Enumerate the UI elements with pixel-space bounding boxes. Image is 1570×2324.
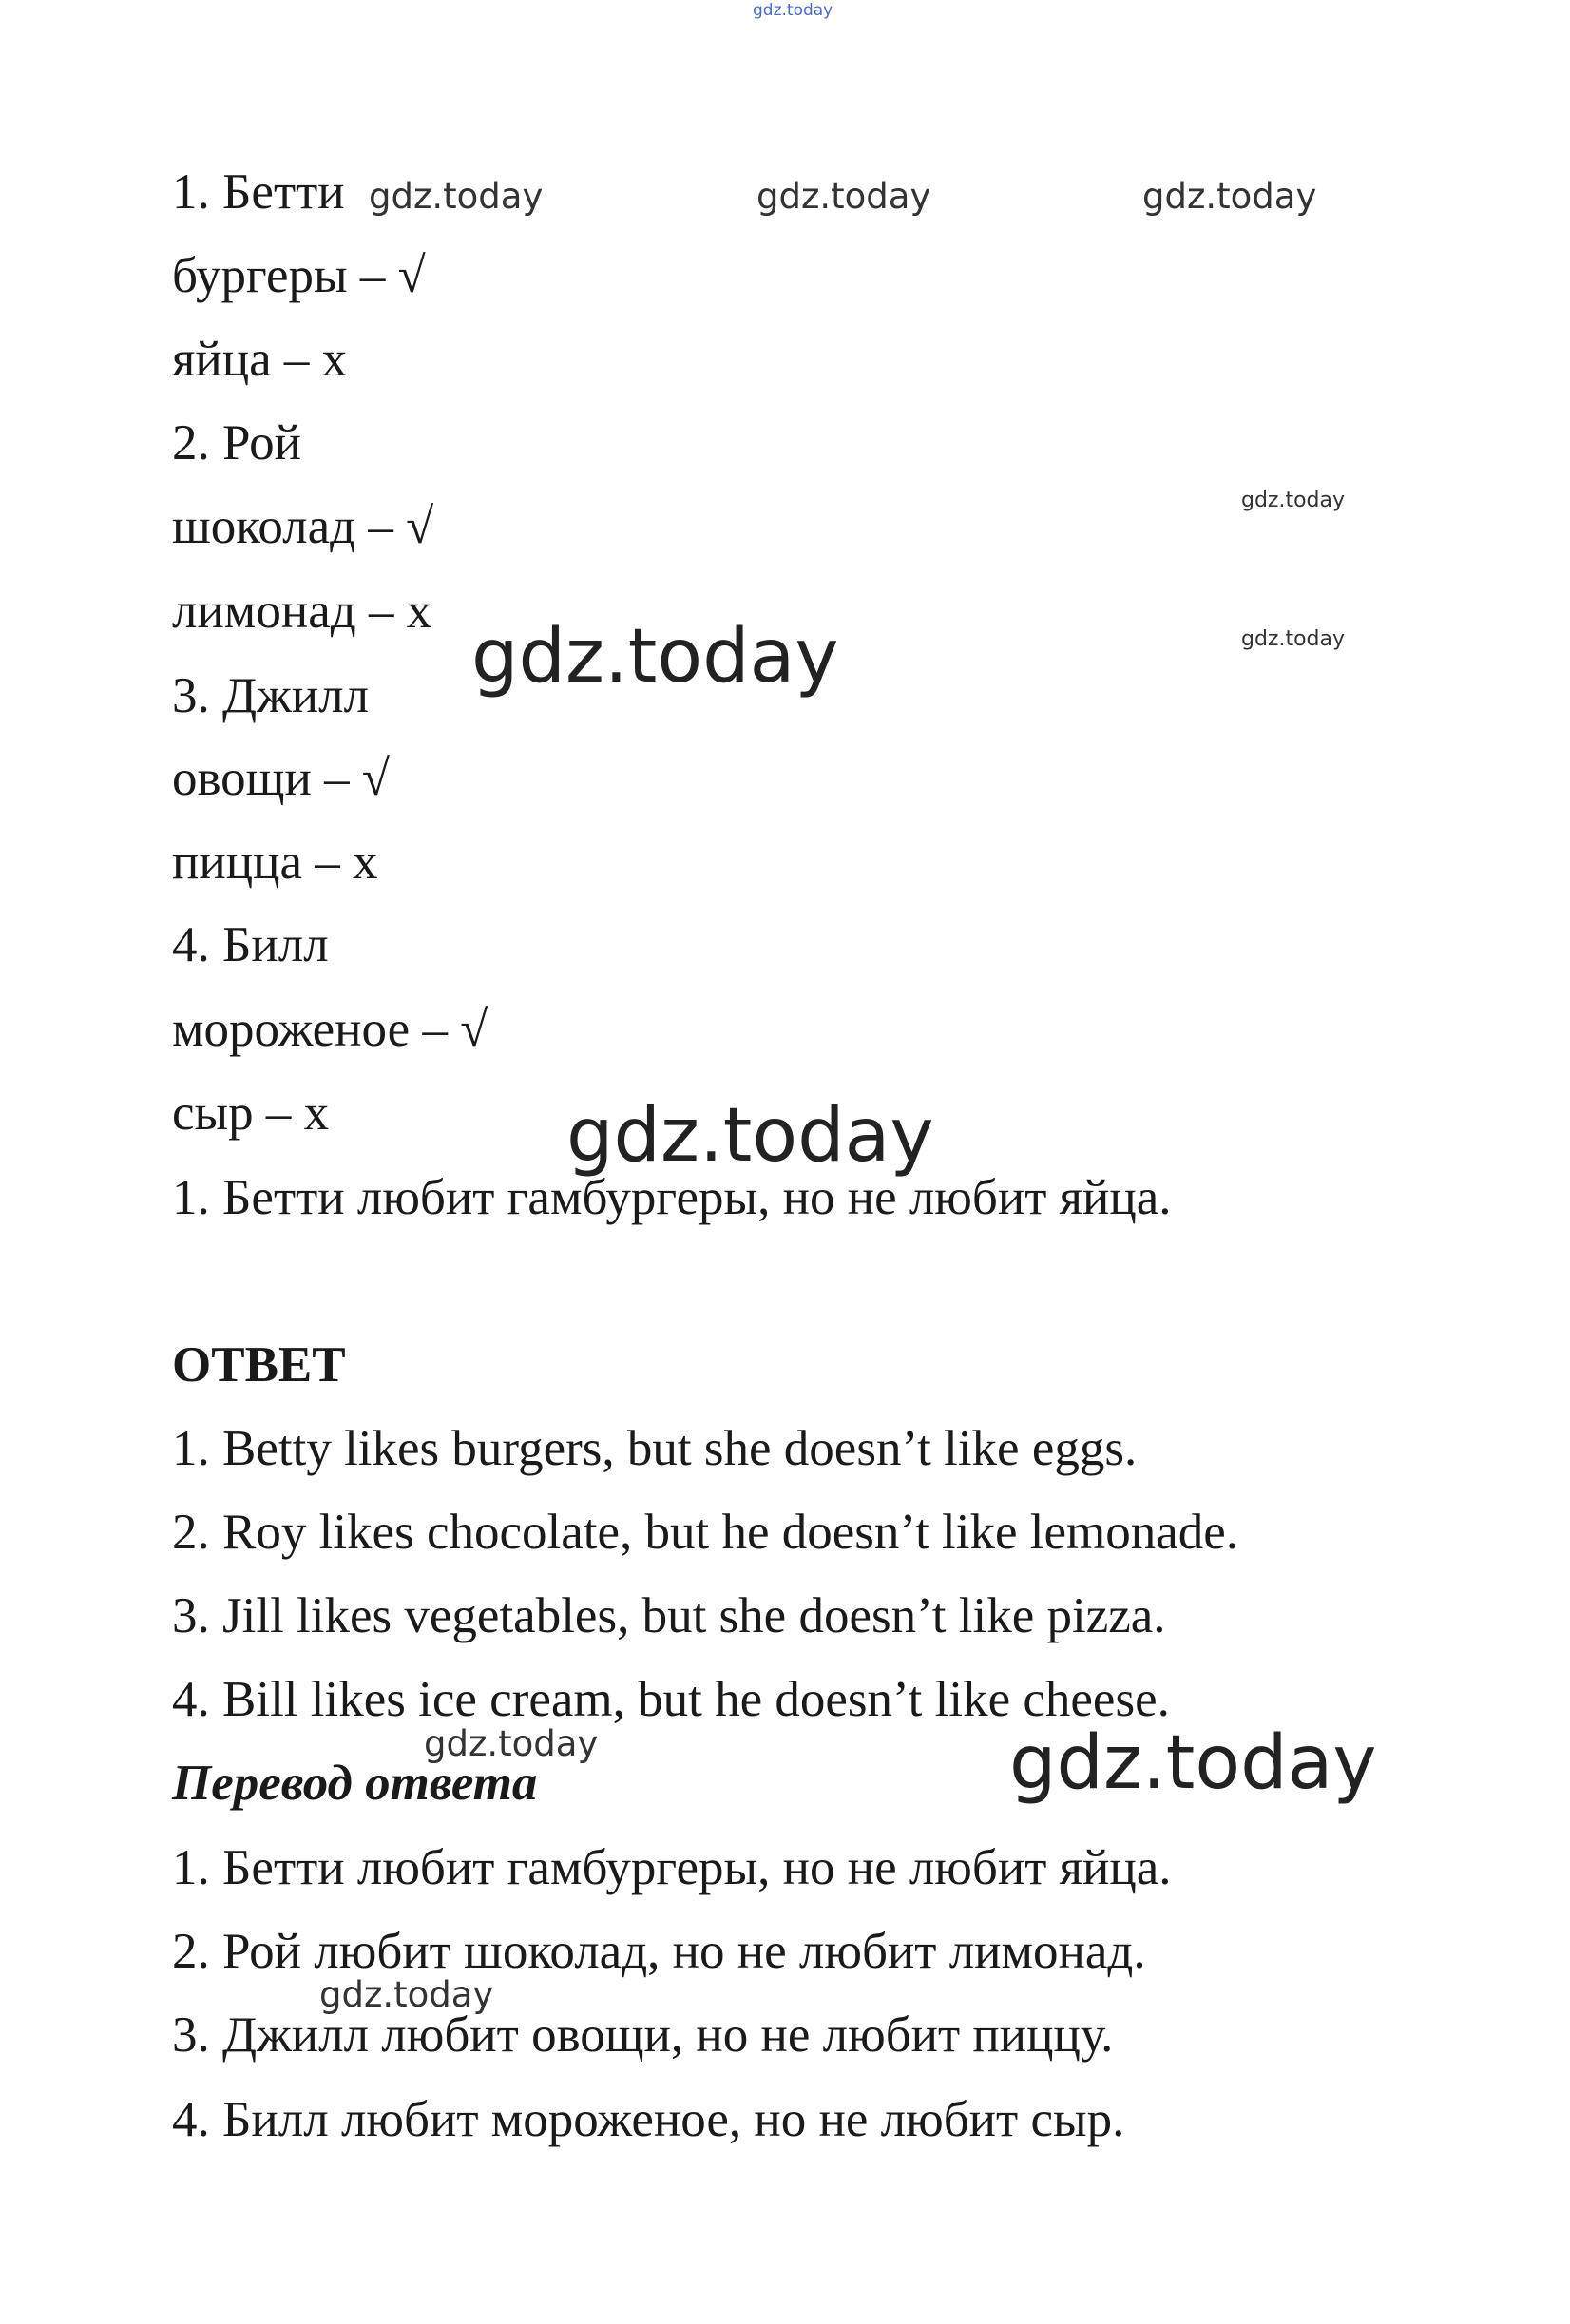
list-item: лимонад – x xyxy=(172,584,432,639)
answer-line: 3. Jill likes vegetables, but she doesn’t like pizza. xyxy=(172,1588,1166,1643)
answer-line: 2. Roy likes chocolate, but he doesn’t like lemonade. xyxy=(172,1505,1239,1560)
translation-heading: Перевод ответа xyxy=(172,1756,538,1811)
list-item: яйца – x xyxy=(172,332,348,387)
watermark: gdz.today xyxy=(471,614,839,700)
answer-heading: ОТВЕТ xyxy=(172,1337,346,1392)
list-item: 1. Бетти xyxy=(172,164,345,220)
watermark: gdz.today xyxy=(1009,1720,1377,1806)
watermark: gdz.today xyxy=(1241,627,1346,651)
watermark: gdz.today xyxy=(369,176,544,217)
translation-line: 1. Бетти любит гамбургеры, но не любит яйца. xyxy=(172,1840,1172,1895)
answer-line: 4. Bill likes ice cream, but he doesn’t like cheese. xyxy=(172,1672,1170,1727)
translation-line: 2. Рой любит шоколад, но не любит лимонад. xyxy=(172,1924,1146,1979)
watermark: gdz.today xyxy=(1241,489,1346,512)
watermark: gdz.today xyxy=(319,1974,494,2015)
watermark: gdz.today xyxy=(424,1723,599,1764)
list-item: 4. Билл xyxy=(172,917,329,972)
list-item: мороженое – √ xyxy=(172,1002,488,1057)
answer-line: 1. Betty likes burgers, but she doesn’t like eggs. xyxy=(172,1421,1138,1476)
list-item: 3. Джилл xyxy=(172,668,370,723)
list-item: сыр – x xyxy=(172,1085,330,1141)
list-item: шоколад – √ xyxy=(172,499,434,554)
list-item: бургеры – √ xyxy=(172,248,426,303)
watermark: gdz.today xyxy=(1142,176,1317,217)
list-item: овощи – √ xyxy=(172,751,390,806)
translation-line: 4. Билл любит мороженое, но не любит сыр. xyxy=(172,2092,1125,2147)
list-item: 2. Рой xyxy=(172,415,302,471)
list-item: 1. Бетти любит гамбургеры, но не любит яйца. xyxy=(172,1170,1172,1225)
watermark: gdz.today xyxy=(566,1093,934,1179)
watermark: gdz.today xyxy=(756,176,931,217)
list-item: пицца – x xyxy=(172,835,378,890)
top-watermark: gdz.today xyxy=(753,1,833,20)
translation-line: 3. Джилл любит овощи, но не любит пиццу. xyxy=(172,2007,1114,2063)
